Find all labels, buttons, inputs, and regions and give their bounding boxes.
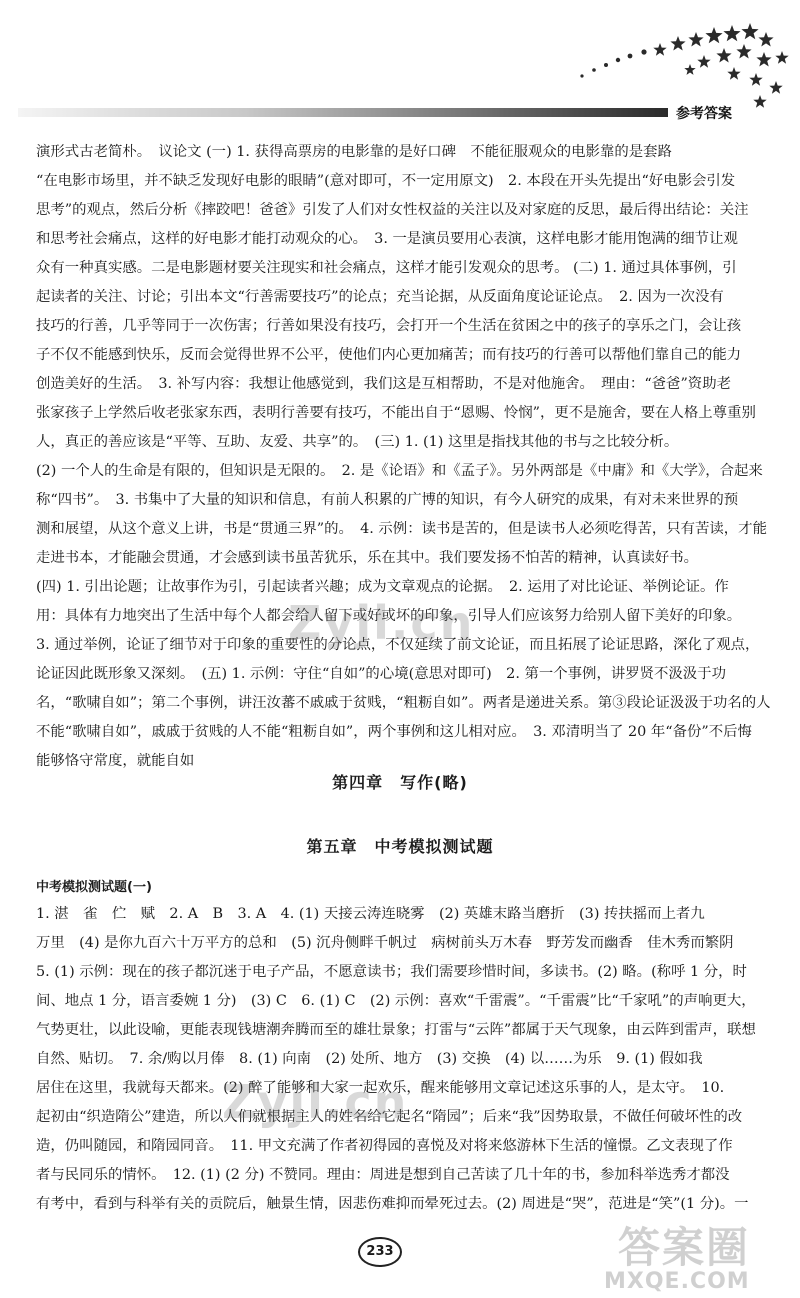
text-line: “在电影市场里，并不缺乏发现好电影的眼睛”(意对即可，不一定用原文) 2. 本段在开头先提出“好电影会引发 [36, 173, 736, 189]
text-line: 走进书本，才能融会贯通，才会感到读书虽苦犹乐，乐在其中。我们要发扬不怕苦的精神，认真读好书。 [36, 550, 698, 566]
watermark-low: Zyjl.cn [222, 1075, 409, 1129]
star-icon [653, 43, 666, 56]
star-icon [688, 32, 703, 47]
text-line: 造，仍叫随园，和隋园同音。 11. 甲文充满了作者初得园的喜悦及对将来悠游林下生活的憧憬。乙文表现了作 [36, 1138, 733, 1154]
star-icon [741, 23, 758, 39]
text-line: 5. (1) 示例：现在的孩子都沉迷于电子产品，不愿意读书；我们需要珍惜时间，多读书。(2) 略。(称呼 1 分，时 [36, 964, 747, 980]
text-line: 和思考社会痛点，这样的好电影才能打动观众的心。 3. 一是演员要用心表演，这样电影才能用饱满的细节让观 [36, 231, 738, 247]
watermark-mid: Zyjl.cn [288, 596, 475, 650]
chapter-5-heading: 第五章 中考模拟测试题 [306, 837, 494, 856]
text-line: 不能“歌啸自如”，戚戚于贫贱的人不能“粗粝自如”，两个事例和这儿相对应。 3. 邓清明当了 20 年“备份”不后悔 [36, 724, 752, 740]
answer-text-block [36, 138, 782, 776]
text-line: 能够恪守常度，就能自如 [36, 753, 195, 769]
star-icon [727, 67, 740, 80]
text-line: 测和展望，从这个意义上讲，书是“贯通三界”的。 4. 示例：读书是苦的，但是读书人必须吃得苦，只有苦读，才能 [36, 521, 767, 537]
star-icon [749, 73, 762, 86]
star-icon [723, 25, 740, 41]
text-line: 自然、贴切。 7. 余/购以月俸 8. (1) 向南 (2) 处所、地方 (3) 交换 (4) 以……为乐 9. (1) 假如我 [36, 1051, 703, 1067]
star-icon [684, 64, 695, 75]
text-line: 间、地点 1 分，语言委婉 1 分) (3) C 6. (1) C (2) 示例：喜欢“千雷震”。“千雷震”比“千家吼”的声响更大， [36, 993, 756, 1009]
text-line: 人，真正的善应该是“平等、互助、友爱、共享”的。 (三) 1. (1) 这里是指找其他的书与之比较分析。 [36, 434, 679, 450]
star-icon [716, 48, 731, 63]
text-line: 万里 (4) 是你九百六十万平方的总和 (5) 沉舟侧畔千帆过 病树前头万木春 野芳发而幽香 佳木秀而繁阴 [36, 935, 734, 951]
text-line: 起读者的关注、讨论；引出本文“行善需要技巧”的论点；充当论据，从反面角度论证论点。 2. 因为一次没有 [36, 289, 724, 305]
star-icon [736, 44, 751, 59]
text-line: (2) 一个人的生命是有限的，但知识是无限的。 2. 是《论语》和《孟子》。另外两部是《中庸》和《大学》，合起来 [36, 463, 763, 479]
logo-en-text: MXQE.COM [604, 1269, 750, 1294]
star-icon [775, 51, 788, 64]
text-line: 技巧的行善，几乎等同于一次伤害；行善如果没有技巧，会打开一个生活在贫困之中的孩子的享乐之门，会让孩 [36, 318, 742, 334]
text-line: 气势更壮，以此设喻，更能表现钱塘潮奔腾而至的雄壮景象；打雷与“云阵”都属于天气现象，由云阵到雷声，联想 [36, 1022, 756, 1038]
page-number: 233 [358, 1237, 402, 1267]
logo-cn-text: 答案圈 [618, 1223, 751, 1272]
section-title: 中考模拟测试题(一) [36, 880, 152, 895]
text-line: 起初由“织造隋公”建造，所以人们就根据主人的姓名给它起名“隋园”；后来“我”因势取景，不做任何破坏性的改 [36, 1109, 743, 1125]
text-line: 称“四书”。 3. 书集中了大量的知识和信息，有前人积累的广博的知识，有今人研究的成果，有对未来世界的预 [36, 492, 739, 508]
text-line: 居住在这里，我就每天都来。(2) 醉了能够和大家一起欢乐，醒来能够用文章记述这乐事的人，是太守。 10. [36, 1080, 725, 1096]
text-line: 者与民同乐的情怀。 12. (1) (2 分) 不赞同。理由：周进是想到自己苦读了几十年的书，参加科举选秀才都没 [36, 1167, 730, 1183]
text-line: (四) 1. 引出论题；让故事作为引，引起读者兴趣；成为文章观点的论据。 2. 运用了对比论证、举例论证。作 [36, 579, 729, 595]
star-icon [697, 55, 710, 68]
mock-test-answers [36, 900, 782, 1219]
text-line: 论证因此既形象又深刻。 (五) 1. 示例：守住“自如”的心境(意思对即可) 2. 第一个事例，讲罗贤不汲汲于功 [36, 666, 726, 682]
star-icon [769, 81, 782, 94]
text-line: 子不仅不能感到快乐，反而会觉得世界不公平，使他们内心更加痛苦；而有技巧的行善可以帮他们靠自己的能力 [36, 347, 742, 363]
star-icon [756, 52, 771, 67]
header-rule [18, 108, 668, 117]
text-line: 3. 通过举例，论证了细节对于印象的重要性的分论点，不仅延续了前文论证，而且拓展了论证思路，深化了观点， [36, 637, 760, 653]
text-line: 1. 湛 雀 伫 赋 2. A B 3. A 4. (1) 天接云涛连晓雾 (2) 英雄末路当磨折 (3) 抟扶摇而上者九 [36, 906, 705, 922]
text-line: 众有一种真实感。二是电影题材要关注现实和社会痛点，这样才能引发观众的思考。 (二) 1. 通过具体事例，引 [36, 260, 737, 276]
text-line: 创造美好的生活。 3. 补写内容：我想让他感觉到，我们这是互相帮助，不是对他施舍。 理由：“爸爸”资助老 [36, 376, 731, 392]
star-icon [758, 32, 773, 47]
chapter-4-heading: 第四章 写作(略) [332, 773, 468, 792]
text-line: 张家孩子上学然后收老张家东西，表明行善要有技巧，不能出自于“恩赐、怜悯”，更不是施舍，要在人格上尊重别 [36, 405, 756, 421]
star-icon [705, 27, 722, 43]
text-line: 有考中，看到与科举有关的贡院后，触景生情，因悲伤难抑而晕死过去。(2) 周进是“哭”，范进是“笑”(1 分)。一 [36, 1196, 749, 1212]
text-line: 演形式古老简朴。 议论文 (一) 1. 获得高票房的电影靠的是好口碑 不能征服观众的电影靠的是套路 [36, 144, 672, 160]
site-logo [600, 1215, 800, 1298]
text-line: 名，“歌啸自如”；第二个事例，讲汪汝蕃不戚戚于贫贱，“粗粝自如”。两者是递进关系。第③段论证汲汲于功名的人 [36, 695, 771, 711]
star-icon [670, 36, 685, 51]
text-line: 用：具体有力地突出了生活中每个人都会给人留下或好或坏的印象，引导人们应该努力给别人留下美好的印象。 [36, 608, 742, 624]
header-label: 参考答案 [676, 106, 732, 122]
text-line: 思考”的观点，然后分析《摔跤吧！爸爸》引发了人们对女性权益的关注以及对家庭的反思，最后得出结论：关注 [36, 202, 749, 218]
star-icon [753, 95, 766, 108]
